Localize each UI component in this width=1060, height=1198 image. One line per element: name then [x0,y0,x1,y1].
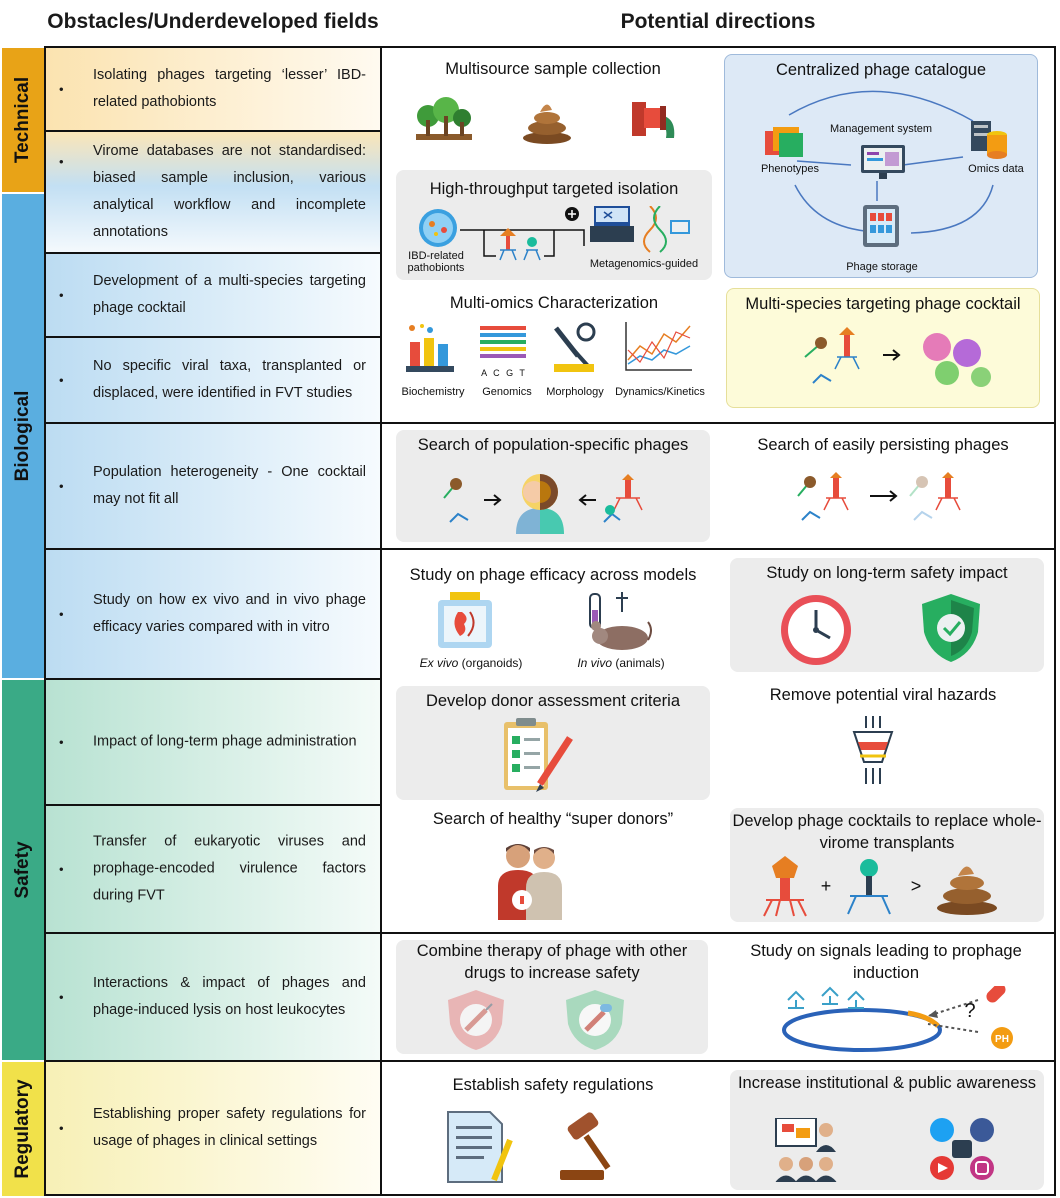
phage-icon [844,858,894,916]
panel-title: Combine therapy of phage with other drugs to increase safety [416,942,688,982]
panel-title: Remove potential viral hazards [769,686,997,704]
persisting-icon [792,466,992,530]
panel-replace-cocktails [730,808,1044,922]
panel-cocktail [726,288,1040,408]
obstacle-row [44,336,382,424]
obstacle-row [44,422,382,550]
plus-sign: + [820,876,832,896]
phenotypes-label: Phenotypes [760,163,820,175]
category-safety-label: Safety [12,841,33,899]
sewage-pipe-icon [630,98,680,144]
checklist-icon [500,718,580,794]
presentation-icon [774,1118,840,1182]
category-biological-label: Biological [12,390,33,482]
gt-sign: > [910,876,922,896]
omics-label-0: Biochemistry [401,386,465,398]
panel-prophage [728,938,1044,1054]
obstacle-text: Impact of long-term phage administration [93,733,357,750]
organoid-icon [436,592,494,650]
panel-title: Search of population-specific phages [417,436,689,454]
panel-viral-hazards [728,680,1038,796]
question-mark: ? [964,1000,976,1022]
bullet: • [59,154,64,169]
prophage-icon [778,986,1028,1056]
invivo-rest: (animals) [612,656,665,670]
obstacle-text: Establishing proper safety regulations for usage of phages in clinical settings [93,1106,366,1149]
obstacle-row [44,548,382,680]
phage-icon [760,856,810,918]
meta-label: Metagenomics-guided [589,258,699,270]
genome-letters: A C G T [481,368,527,378]
bullet: • [59,372,64,388]
bullet: • [59,989,64,1005]
forest-icon [416,96,472,144]
panel-title: Study on signals leading to prophage induction [750,942,1022,982]
population-icon [436,464,676,536]
storage-label: Phage storage [846,261,918,273]
panel-title: Centralized phage catalogue [775,61,987,79]
obstacle-row [44,932,382,1062]
obstacle-text: Transfer of eukaryotic viruses and prophage-encoded virulence factors during FVT [93,833,366,904]
bullet: • [59,606,64,622]
phenotypes-icon [765,125,805,159]
category-biological [2,192,44,678]
panel-title: Develop phage cocktails to replace whole-virome transplants [732,812,1042,852]
obstacle-text: Virome databases are not standardised: biased sample inclusion, various analytical workflow and incomplete annotations [93,143,366,240]
bullet: • [59,861,64,877]
directions-header: Potential directions [620,10,816,33]
management-label: Management system [829,123,933,135]
panel-catalogue [724,54,1038,278]
stool-icon [522,98,572,144]
cocktail-icon [797,323,1027,393]
donors-icon [496,840,566,920]
gavel-icon [556,1112,628,1182]
exvivo-em: Ex vivo [419,656,459,670]
bullet: • [59,734,64,750]
category-safety [2,678,44,1060]
invivo-label [566,656,676,670]
panel-efficacy [396,560,710,678]
genomics-icon [480,326,530,366]
exvivo-rest: (organoids) [458,656,523,670]
shield-pill-icon [564,988,626,1052]
panel-persisting [728,430,1038,542]
panel-title: Increase institutional & public awareness [737,1074,1037,1092]
panel-title: Develop donor assessment criteria [425,692,681,710]
obstacle-text: Study on how ex vivo and in vivo phage efficacy varies compared with in vitro [93,592,366,635]
microscope-icon [548,322,600,374]
shield-icon [920,592,982,664]
panel-title: Multi-omics Characterization [449,294,659,312]
storage-icon [863,205,899,251]
obstacle-row [44,804,382,934]
obstacle-row [44,252,382,338]
obstacle-text: Development of a multi-species targeting phage cocktail [93,273,366,316]
social-media-icon [926,1114,998,1184]
chart-icon [622,320,694,374]
obstacles-header: Obstacles/Underdeveloped fields [47,10,379,33]
obstacle-row [44,1060,382,1196]
panel-multiomics [396,288,712,406]
category-regulatory-label: Regulatory [12,1079,33,1179]
stool-icon [936,856,998,916]
panel-pop-specific [396,430,710,542]
panel-multisource [398,54,708,162]
panel-title: Search of easily persisting phages [757,436,1009,454]
panel-super-donors [396,806,710,926]
panel-longterm [730,558,1044,672]
document-icon [446,1110,516,1186]
panel-title: Study on long-term safety impact [766,564,1008,582]
panel-awareness [730,1070,1044,1190]
panel-donor-criteria [396,686,710,800]
obstacle-row [44,678,382,806]
invivo-em: In vivo [577,656,612,670]
panel-title: Establish safety regulations [452,1076,654,1094]
computer-icon [861,145,905,181]
shield-syringe-icon [446,988,506,1052]
category-technical [2,46,44,192]
clock-icon [778,592,854,668]
obstacle-text: No specific viral taxa, transplanted or displaced, were identified in FVT studies [93,358,366,401]
panel-title: Multisource sample collection [445,60,661,78]
category-regulatory [2,1060,44,1196]
database-icon [969,117,1009,161]
omics-label-3: Dynamics/Kinetics [615,386,705,398]
bullet: • [59,1120,64,1136]
mouse-icon [582,590,652,652]
panel-title: Search of healthy “super donors” [432,810,674,828]
panel-combine [396,940,708,1054]
panel-regulations [396,1068,710,1188]
obstacle-text: Isolating phages targeting ‘lesser’ IBD-related pathobionts [93,67,366,110]
ibd-label: IBD-related pathobionts [407,250,465,274]
bullet: • [59,478,64,494]
ph-label: PH [995,1034,1009,1045]
panel-title: High-throughput targeted isolation [429,180,679,198]
omics-label: Omics data [968,163,1024,175]
obstacle-row [44,130,382,254]
omics-label-1: Genomics [482,386,532,398]
panel-title: Study on phage efficacy across models [409,566,697,584]
obstacle-row [44,46,382,132]
category-technical-label: Technical [12,76,33,164]
panel-htp [396,170,712,280]
bullet: • [59,81,64,97]
obstacle-text: Interactions & impact of phages and phage-induced lysis on host leukocytes [93,975,366,1018]
omics-label-2: Morphology [546,386,604,398]
bullet: • [59,287,64,303]
exvivo-label [406,656,536,670]
filter-icon [848,716,898,790]
biochemistry-icon [406,322,456,374]
obstacle-text: Population heterogeneity - One cocktail may not fit all [93,464,366,507]
panel-title: Multi-species targeting phage cocktail [745,295,1021,313]
